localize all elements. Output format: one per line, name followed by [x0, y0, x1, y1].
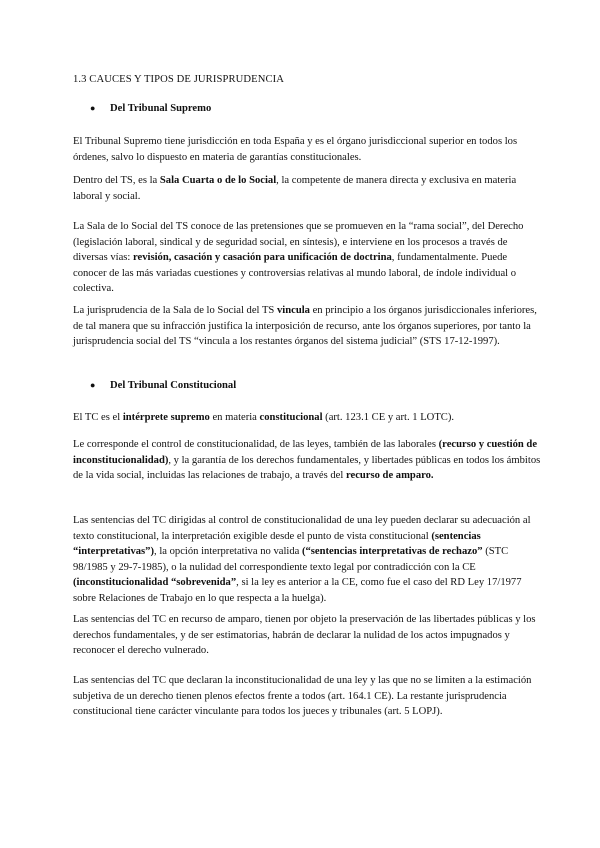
paragraph-sala-cuarta [73, 173, 543, 204]
paragraph-efectos-sentencias: Las sentencias del TC que declaran la inconstitucionalidad de una ley y las que no se limiten a la estimación subjetiva de un derecho tienen plenos efectos frente a todos (art. 164.1 CE). La restante jurisprudencia constitucional tiene carácter vinculante para todos los jueces y tribunales (art. 5 LOPJ). [73, 675, 532, 718]
bullet-icon: ● [90, 103, 96, 113]
text-run: La Sala de lo Social del TS conoce de las pretensiones que se promueven en la “rama social”, del Derecho (legislación laboral, sindical y de seguridad social, en síntesis), e interviene en los procesos a través de diversas vías: [73, 221, 524, 264]
text-run: , si la ley es anterior a la CE, como fue el caso del RD Ley 17/1977 sobre Relaciones de Trabajo en lo que respecta a la huelga). [73, 577, 522, 604]
text-run: , fundamentalmente. Puede conocer de las más variadas cuestiones y controversias relativas al mundo laboral, de índole individual o colectiva. [73, 252, 517, 295]
paragraph-recurso-amparo: Las sentencias del TC en recurso de amparo, tienen por objeto la preservación de las libertades públicas y los derechos fundamentales, y de ser estimatorias, habrán de declarar la nulidad de los actos impugnados y reconocer el derecho vulnerado. [73, 614, 536, 657]
bold-run: constitucional [259, 412, 323, 423]
bold-run: (“sentencias interpretativas de rechazo” [301, 546, 483, 558]
text-run: en materia [209, 412, 260, 423]
heading-text: Del Tribunal Constitucional [110, 380, 237, 391]
text-run: Le corresponde el control de constitucionalidad, de las leyes, también de las laborales [73, 439, 439, 450]
bold-run: (recurso y cuestión de inconstitucionalidad) [73, 439, 538, 466]
bullet-icon: ● [90, 380, 96, 390]
bold-run: vincula [276, 305, 310, 316]
text-run: , la opción interpretativa no valida [154, 546, 302, 558]
bold-run: (sentencias “interpretativas”) [73, 530, 481, 558]
text-run: (art. 123.1 CE y art. 1 LOTC). [322, 412, 455, 423]
text-run: en principio a los órganos jurisdiccionales inferiores, de tal manera que su infracción justifica la interposición de recurso, ante los órganos superiores, por tanto la jurisprudencia social del TS “vincula a los restantes órganos del sistema judicial” (STS 17-12-1997). [73, 305, 537, 348]
paragraph-sala-social [73, 219, 543, 297]
text-run: Las sentencias del TC dirigidas al control de constitucionalidad de una ley pueden declarar su adecuación al texto constitucional, la interpretación exigible desde el punto de vista constitucional [73, 515, 531, 542]
text-run: , y la garantía de los derechos fundamentales, y libertades públicas en todos los ámbitos de la vida social, incluidas las relaciones de trabajo, a través del [73, 454, 541, 482]
heading-tribunal-constitucional [90, 380, 236, 391]
text-run: La jurisprudencia de la Sala de lo Social del TS [73, 305, 277, 316]
bold-run: Sala Cuarta o de lo Social [159, 175, 277, 186]
text-run: Dentro del TS, es la [73, 175, 160, 186]
bold-run: (inconstitucionalidad “sobrevenida” [73, 577, 237, 589]
paragraph-jurisprudencia-vincula [73, 303, 543, 350]
text-run: , la competente de manera directa y exclusiva en materia laboral y social. [73, 175, 517, 202]
bold-run: recurso de amparo. [345, 470, 434, 482]
section-title: 1.3 CAUCES Y TIPOS DE JURISPRUDENCIA [73, 74, 284, 85]
heading-text: Del Tribunal Supremo [110, 103, 212, 114]
paragraph-ts-jurisdiccion: El Tribunal Supremo tiene jurisdicción en toda España y es el órgano jurisdiccional superior en todos los órdenes, salvo lo dispuesto en materia de garantías constitucionales. [73, 136, 518, 163]
bold-run: intérprete supremo [122, 412, 210, 423]
bold-run: revisión, casación y casación para unificación de doctrina [133, 252, 392, 264]
heading-tribunal-supremo [90, 103, 211, 114]
paragraph-sentencias-control [73, 513, 543, 607]
paragraph-tc-interprete [73, 410, 543, 426]
text-run: El TC es el [73, 412, 123, 423]
paragraph-control-constitucionalidad [73, 437, 543, 484]
text-run: (STC 98/1985 y 29-7-1985), o la nulidad del correspondiente texto legal por contradicción con la CE [73, 546, 509, 573]
